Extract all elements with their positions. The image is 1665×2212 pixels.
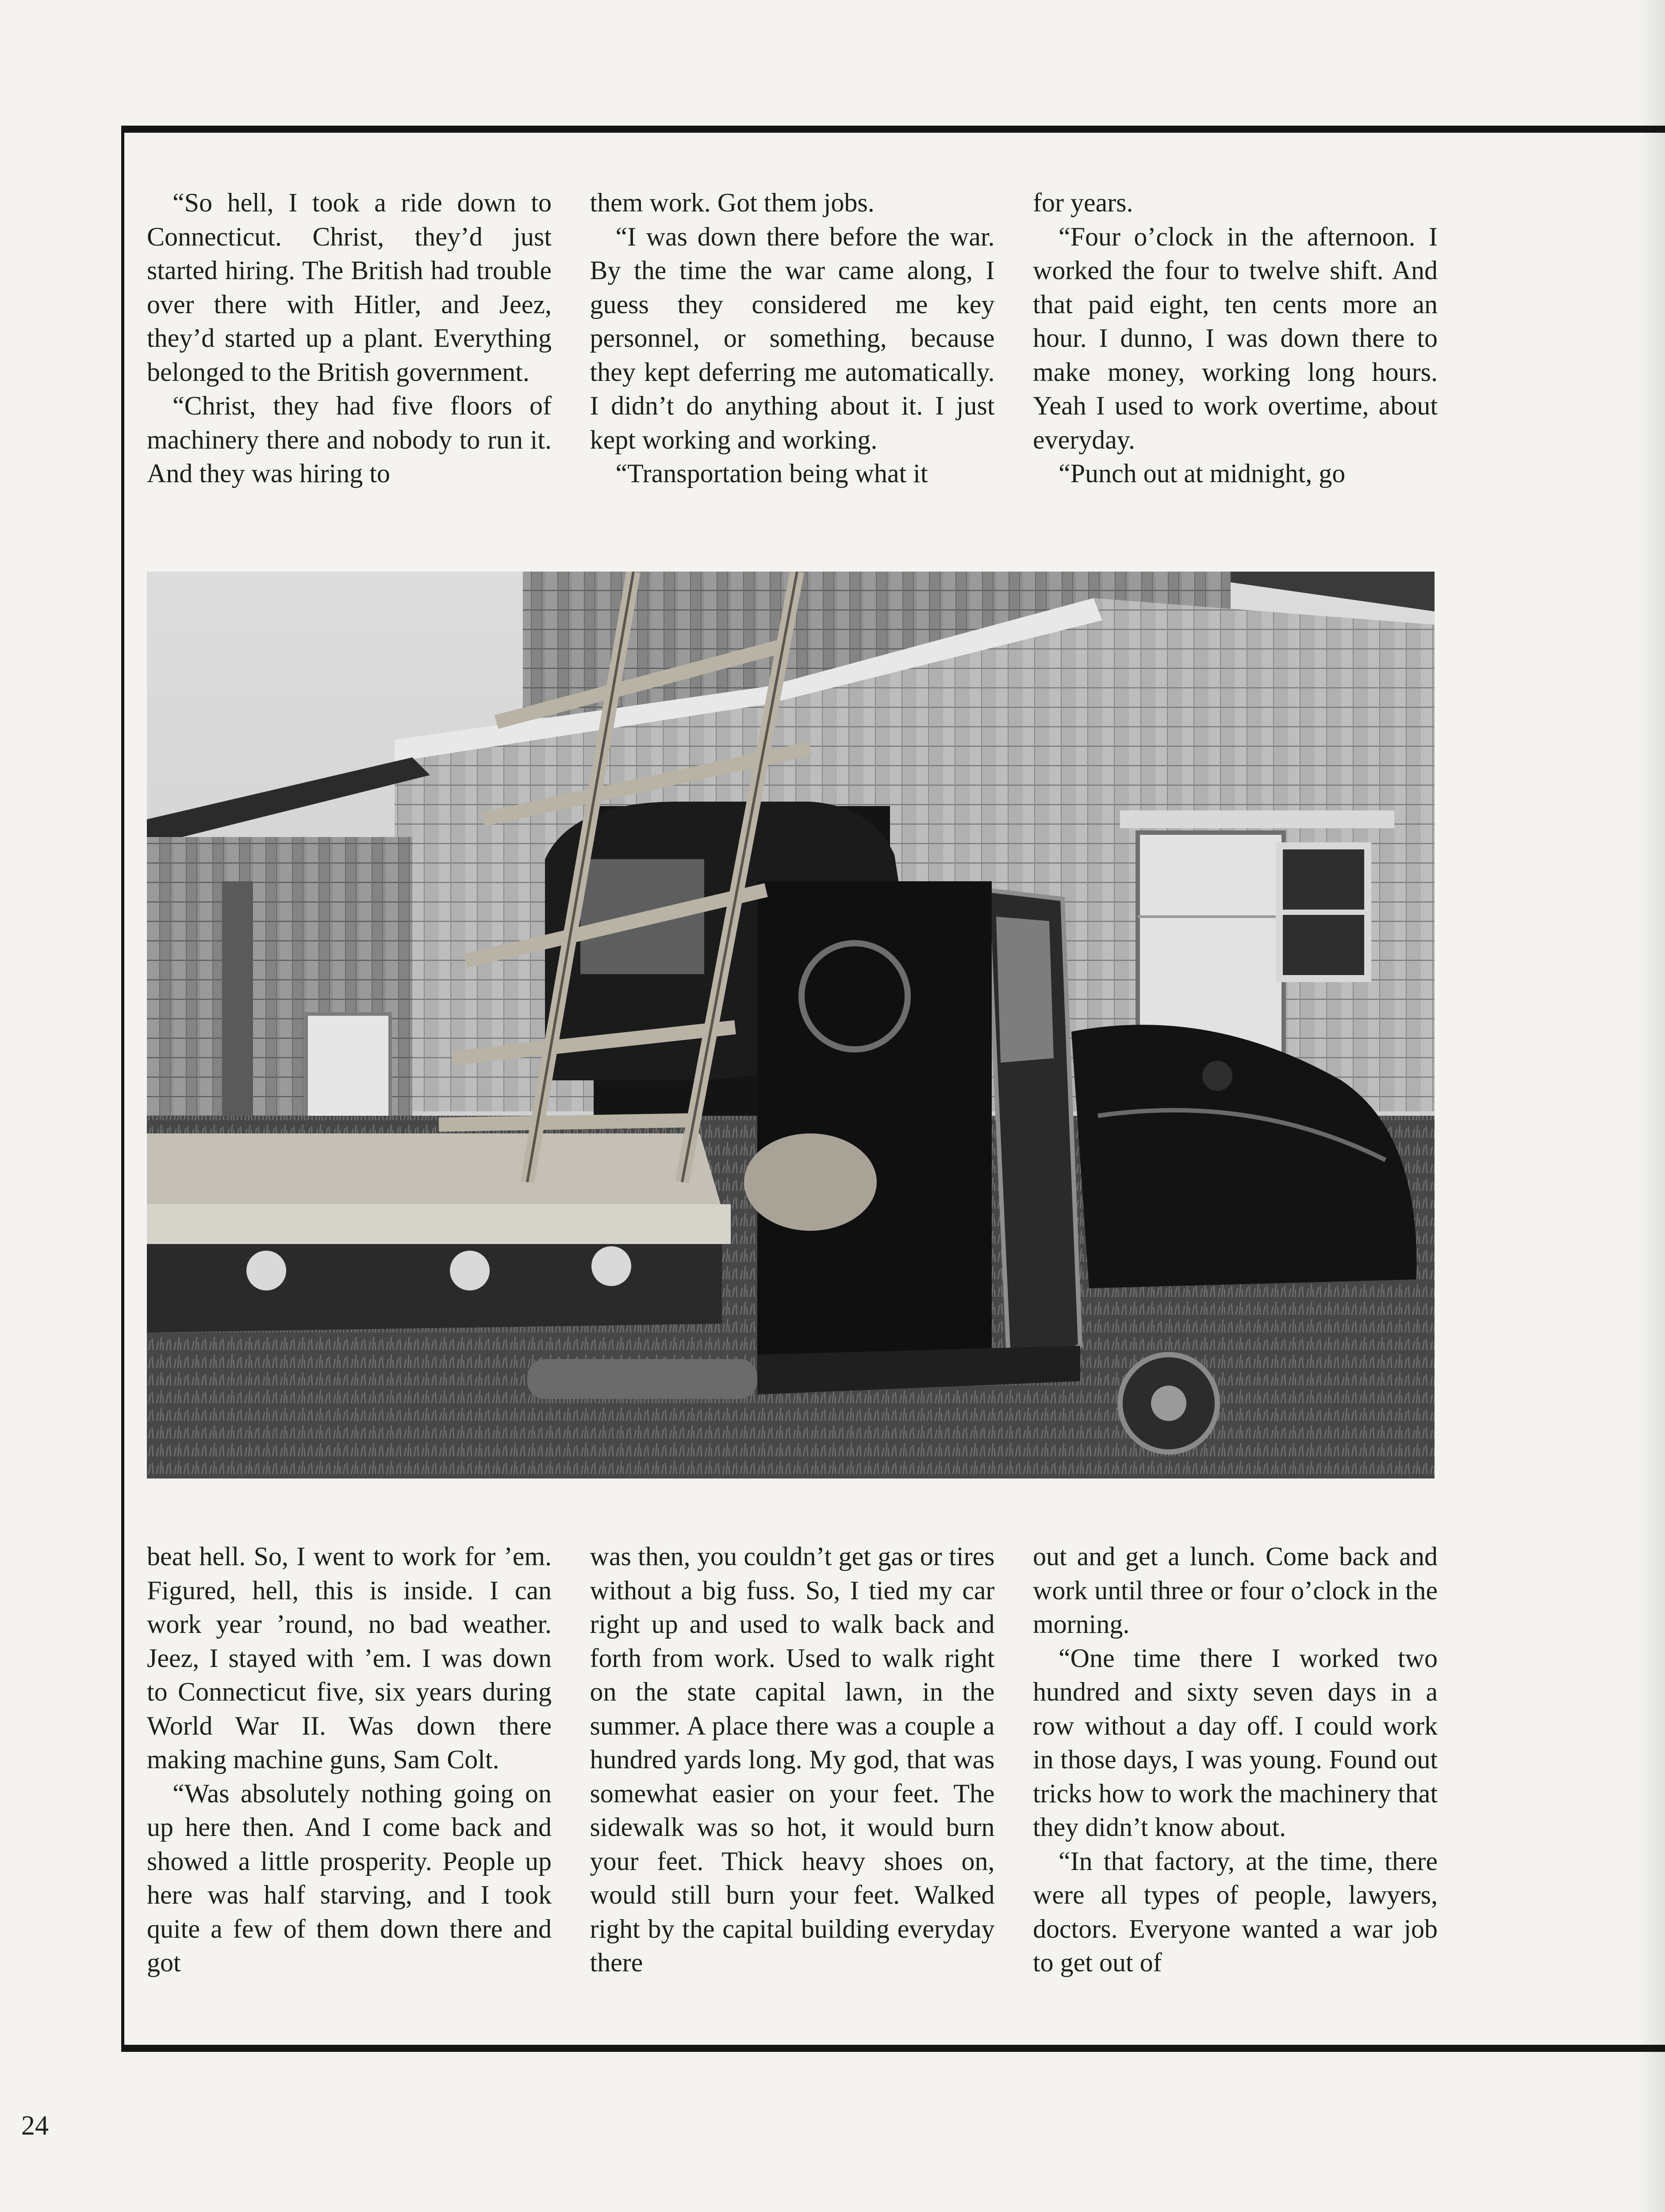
paragraph: “Was absolutely nothing going on up here then. And I come back and showed a little prosperity. People up here was half starving, and I took quite a few of them down there and got	[147, 1778, 552, 1977]
paragraph: was then, you couldn’t get gas or tires without a big fuss. So, I tied my car right up and used to walk back and forth from work. Used to walk right on the state capital lawn, in the summer. A place there was a couple a hundred yards long. My god, that was somewhat easier on your feet. The sidewalk was so hot, it would burn your feet. Thick heavy shoes on, would still burn your feet. Walked right by the capital building everyday there	[590, 1542, 995, 1977]
truck-barn-photo	[147, 572, 1435, 1479]
column-bottom-2	[590, 1540, 995, 2015]
paragraph: “In that factory, at the time, there were all types of people, lawyers, doctors. Everyone wanted a war job to get out of	[1033, 1846, 1438, 1977]
paragraph: “Punch out at midnight, go	[1059, 459, 1346, 488]
paragraph: “So hell, I took a ride down to Connecticut. Christ, they’d just started hiring. The British had trouble over there with Hitler, and Jeez, they’d started up a plant. Everything belonged to the British government.	[147, 188, 552, 387]
page-number: 24	[21, 2111, 49, 2141]
paragraph: “One time there I worked two hundred and sixty seven days in a row without a day off. I could work in those days, I was young. Found out tricks how to work the machinery that they didn’t know about.	[1033, 1643, 1438, 1842]
photo-illustration	[147, 572, 1435, 1479]
paragraph: them work. Got them jobs.	[590, 188, 875, 217]
column-top-2	[590, 186, 995, 531]
paragraph: “Transportation being what it	[615, 459, 928, 488]
paragraph: out and get a lunch. Come back and work until three or four o’clock in the morning.	[1033, 1542, 1438, 1639]
paragraph: for years.	[1033, 188, 1133, 217]
paragraph: beat hell. So, I went to work for ’em. Figured, hell, this is inside. I can work year ’round, no bad weather. Jeez, I stayed with ’em. I was down to Connecticut five, six years during World War II. Was down there making machine guns, Sam Colt.	[147, 1542, 552, 1774]
column-top-3	[1033, 186, 1438, 531]
column-top-1	[147, 186, 552, 531]
text-block-bottom	[147, 1540, 1438, 2015]
paragraph: “Christ, they had five floors of machinery there and nobody to run it. And they was hiring to	[147, 391, 552, 488]
paragraph: “I was down there before the war. By the time the war came along, I guess they considered me key personnel, or something, because they kept deferring me automatically. I didn’t do anything about it. I just kept working and working.	[590, 222, 995, 454]
text-block-top	[147, 186, 1438, 531]
paragraph: “Four o’clock in the afternoon. I worked the four to twelve shift. And that paid eight, ten cents more an hour. I dunno, I was down there to make money, working long hours. Yeah I used to work overtime, about everyday.	[1033, 222, 1438, 454]
column-bottom-3	[1033, 1540, 1438, 2015]
column-bottom-1	[147, 1540, 552, 2015]
